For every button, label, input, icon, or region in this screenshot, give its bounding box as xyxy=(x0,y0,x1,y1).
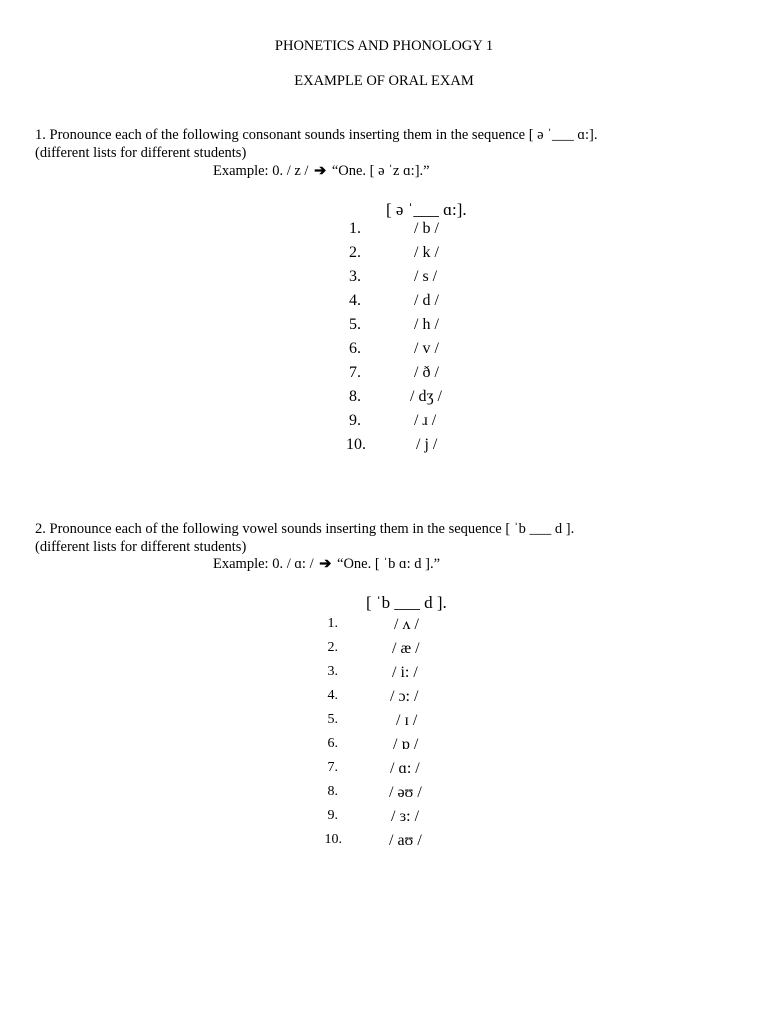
list-item-symbol: / k / xyxy=(414,244,439,261)
list-item-number: 5. xyxy=(349,316,361,333)
list-item-number: 5. xyxy=(327,712,338,727)
section2-example-suffix: “One. [ ˈb ɑ: d ].” xyxy=(337,556,441,572)
document-title: PHONETICS AND PHONOLOGY 1 xyxy=(274,38,494,54)
list-item-symbol: / ɒ / xyxy=(393,736,419,753)
list-item-number: 3. xyxy=(327,664,338,679)
list-item-symbol: / æ / xyxy=(392,640,420,657)
list-item-symbol: / ɜ: / xyxy=(391,808,420,825)
list-item-symbol: / ɑ: / xyxy=(390,760,420,777)
list-item-symbol: / dʒ / xyxy=(410,388,442,405)
section2-sequence-header: [ ˈb ___ d ]. xyxy=(366,593,447,612)
section1-example-prefix: Example: 0. / z / xyxy=(213,163,309,179)
arrow-right-icon: ➔ xyxy=(314,163,327,179)
arrow-right-icon: ➔ xyxy=(319,556,332,572)
list-item-number: 7. xyxy=(349,364,361,381)
list-item-number: 9. xyxy=(327,808,338,823)
list-item-symbol: / h / xyxy=(414,316,439,333)
section1-example-suffix: “One. [ ə ˈz ɑ:].” xyxy=(331,163,430,179)
list-item-symbol: / i: / xyxy=(392,664,418,681)
list-item-symbol: / əʊ / xyxy=(389,784,422,801)
list-item-number: 9. xyxy=(349,412,361,429)
list-item-number: 6. xyxy=(349,340,361,357)
list-item-number: 1. xyxy=(349,220,361,237)
section1-example xyxy=(213,164,430,179)
list-item-symbol: / ɔ: / xyxy=(390,688,419,705)
document-subtitle: EXAMPLE OF ORAL EXAM xyxy=(294,73,474,89)
list-item-symbol: / ʌ / xyxy=(394,616,419,633)
list-item-symbol: / aʊ / xyxy=(389,832,422,849)
section1-instruction: 1. Pronounce each of the following consonant sounds inserting them in the sequence [ ə ˈ___ ɑ:]. xyxy=(35,127,598,143)
list-item-number: 4. xyxy=(327,688,338,703)
section2-instruction: 2. Pronounce each of the following vowel sounds inserting them in the sequence [ ˈb ___ d ]. xyxy=(35,521,575,537)
list-item-number: 2. xyxy=(327,640,338,655)
section2-example xyxy=(213,557,440,572)
list-item-number: 4. xyxy=(349,292,361,309)
section1-sequence-header: [ ə ˈ___ ɑ:]. xyxy=(386,200,467,219)
list-item-number: 1. xyxy=(327,616,338,631)
section2-example-prefix: Example: 0. / ɑ: / xyxy=(213,556,314,572)
list-item-symbol: / s / xyxy=(414,268,438,285)
list-item-symbol: / v / xyxy=(414,340,439,357)
section2-note: (different lists for different students) xyxy=(35,539,247,555)
list-item-number: 8. xyxy=(349,388,361,405)
list-item-symbol: / ɪ / xyxy=(396,712,418,729)
list-item-symbol: / ɹ / xyxy=(414,412,437,429)
list-item-symbol: / j / xyxy=(416,436,438,453)
list-item-symbol: / d / xyxy=(414,292,439,309)
list-item-symbol: / b / xyxy=(414,220,439,237)
list-item-symbol: / ð / xyxy=(414,364,439,381)
list-item-number: 6. xyxy=(327,736,338,751)
list-item-number: 10. xyxy=(324,832,342,847)
list-item-number: 8. xyxy=(327,784,338,799)
list-item-number: 3. xyxy=(349,268,361,285)
list-item-number: 10. xyxy=(346,436,366,453)
section1-note: (different lists for different students) xyxy=(35,145,247,161)
list-item-number: 2. xyxy=(349,244,361,261)
list-item-number: 7. xyxy=(327,760,338,775)
